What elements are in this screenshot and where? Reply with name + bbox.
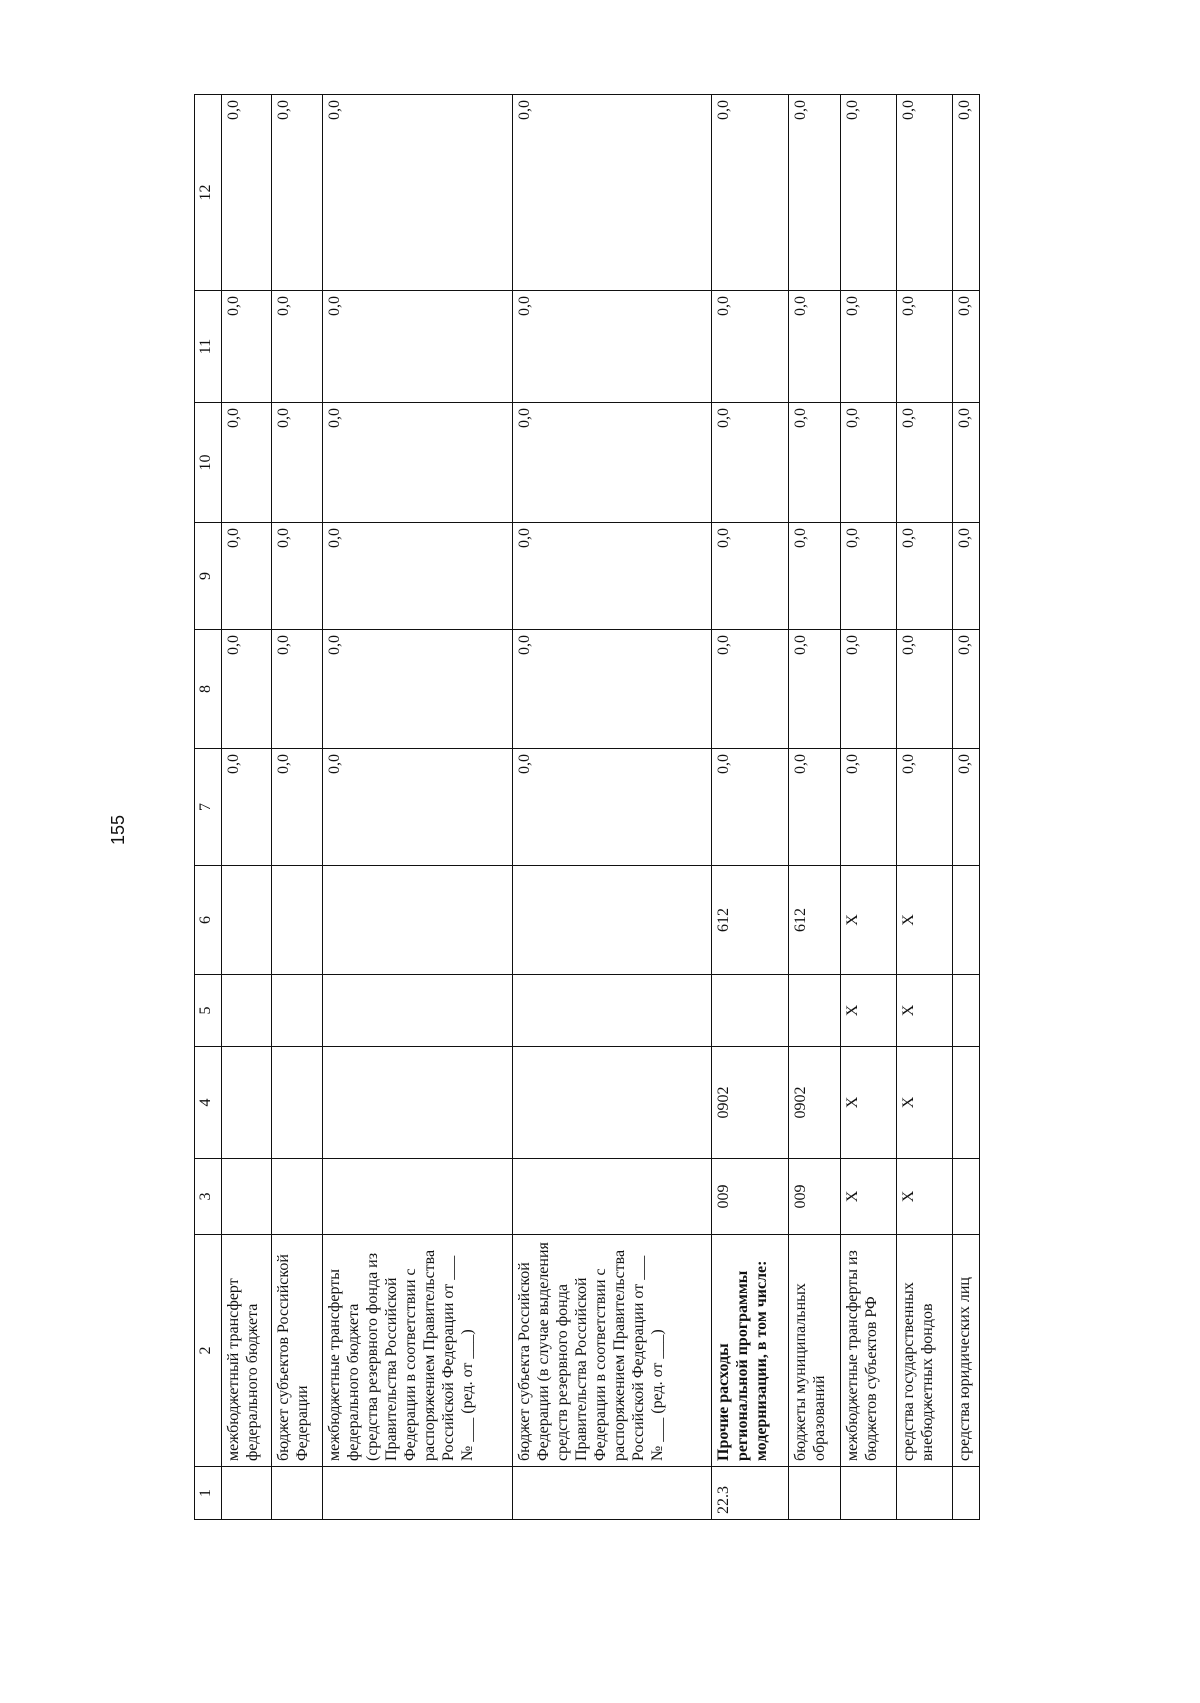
description-cell: средства государственных внебюджетных фондов [896, 1235, 952, 1467]
value-cell: 0,0 [712, 95, 789, 291]
value-cell: 0,0 [896, 749, 952, 866]
code-cell: 009 [712, 1159, 789, 1235]
description-cell: межбюджетные трансферты из бюджетов субъектов РФ [840, 1235, 896, 1467]
code-cell [512, 1047, 712, 1159]
row-number-cell [512, 1467, 712, 1520]
header-cell: 2 [195, 1235, 222, 1467]
value-cell: 0,0 [271, 749, 323, 866]
value-cell: 0,0 [896, 403, 952, 523]
code-cell [323, 1047, 513, 1159]
header-cell: 8 [195, 630, 222, 749]
value-cell: 0,0 [222, 523, 271, 630]
row-number-cell [840, 1467, 896, 1520]
code-cell [712, 975, 789, 1047]
value-cell: 0,0 [512, 403, 712, 523]
description-cell: бюджеты муниципальных образований [789, 1235, 841, 1467]
description-cell: средства юридических лиц [952, 1235, 980, 1467]
code-cell [512, 866, 712, 975]
row-number-cell [222, 1467, 271, 1520]
value-cell: 0,0 [840, 523, 896, 630]
row-number-cell [896, 1467, 952, 1520]
code-cell [323, 1159, 513, 1235]
table-header-row [195, 95, 222, 1520]
value-cell: 0,0 [896, 291, 952, 403]
table-row [222, 95, 271, 1520]
value-cell: 0,0 [222, 749, 271, 866]
code-cell [952, 1047, 980, 1159]
code-cell [271, 1047, 323, 1159]
value-cell: 0,0 [712, 291, 789, 403]
code-cell: 612 [789, 866, 841, 975]
code-cell [222, 1047, 271, 1159]
rotated-table-container [194, 95, 980, 1520]
code-cell [512, 1159, 712, 1235]
code-cell: X [840, 1159, 896, 1235]
value-cell: 0,0 [896, 523, 952, 630]
value-cell: 0,0 [222, 95, 271, 291]
header-cell: 11 [195, 291, 222, 403]
value-cell: 0,0 [896, 630, 952, 749]
value-cell: 0,0 [222, 291, 271, 403]
value-cell: 0,0 [952, 403, 980, 523]
code-cell: X [840, 1047, 896, 1159]
description-cell: межбюджетные трансферты федерального бюджета (средства резервного фонда из Правительства Российской Федерации в соответствии с распоряжением Правительства Российской Федерации от ___ № ___ (ред. от ___) [323, 1235, 513, 1467]
table-row [840, 95, 896, 1520]
value-cell: 0,0 [789, 523, 841, 630]
header-cell: 6 [195, 866, 222, 975]
code-cell: 0902 [789, 1047, 841, 1159]
description-cell: Прочие расходы региональной программы модернизации, в том числе: [712, 1235, 789, 1467]
value-cell: 0,0 [840, 749, 896, 866]
value-cell: 0,0 [840, 630, 896, 749]
value-cell: 0,0 [952, 291, 980, 403]
code-cell [789, 975, 841, 1047]
value-cell: 0,0 [271, 403, 323, 523]
table-row [896, 95, 952, 1520]
value-cell: 0,0 [271, 291, 323, 403]
code-cell [271, 1159, 323, 1235]
code-cell: 612 [712, 866, 789, 975]
value-cell: 0,0 [952, 95, 980, 291]
value-cell: 0,0 [271, 95, 323, 291]
value-cell: 0,0 [222, 403, 271, 523]
value-cell: 0,0 [952, 523, 980, 630]
row-number-cell [323, 1467, 513, 1520]
code-cell [952, 1159, 980, 1235]
code-cell [222, 975, 271, 1047]
value-cell: 0,0 [512, 95, 712, 291]
header-cell: 5 [195, 975, 222, 1047]
code-cell: X [896, 1159, 952, 1235]
table-row [271, 95, 323, 1520]
value-cell: 0,0 [323, 291, 513, 403]
table-row [789, 95, 841, 1520]
value-cell: 0,0 [840, 403, 896, 523]
code-cell: X [896, 975, 952, 1047]
code-cell [222, 1159, 271, 1235]
description-cell: бюджет субъекта Российской Федерации (в случае выделения средств резервного фонда Правительства Российской Федерации в соответствии с распоряжением Правительства Российской Федерации от ___ № ___ (ред. от ___) [512, 1235, 712, 1467]
code-cell: X [840, 866, 896, 975]
code-cell [952, 975, 980, 1047]
code-cell: 0902 [712, 1047, 789, 1159]
value-cell: 0,0 [323, 403, 513, 523]
value-cell: 0,0 [840, 95, 896, 291]
code-cell: X [896, 1047, 952, 1159]
header-cell: 12 [195, 95, 222, 291]
header-cell: 3 [195, 1159, 222, 1235]
value-cell: 0,0 [789, 630, 841, 749]
code-cell [271, 866, 323, 975]
row-number-cell [789, 1467, 841, 1520]
budget-table [194, 94, 980, 1520]
header-cell: 7 [195, 749, 222, 866]
table-row [323, 95, 513, 1520]
value-cell: 0,0 [512, 630, 712, 749]
value-cell: 0,0 [323, 630, 513, 749]
row-number-cell: 22.3 [712, 1467, 789, 1520]
code-cell: X [840, 975, 896, 1047]
description-cell: межбюджетный трансферт федерального бюджета [222, 1235, 271, 1467]
value-cell: 0,0 [323, 749, 513, 866]
table-row [952, 95, 980, 1520]
value-cell: 0,0 [323, 95, 513, 291]
value-cell: 0,0 [712, 403, 789, 523]
value-cell: 0,0 [789, 749, 841, 866]
value-cell: 0,0 [952, 749, 980, 866]
value-cell: 0,0 [712, 749, 789, 866]
code-cell [952, 866, 980, 975]
code-cell [323, 866, 513, 975]
description-cell: бюджет субъектов Российской Федерации [271, 1235, 323, 1467]
page-number: 155 [108, 814, 128, 846]
table-row [512, 95, 712, 1520]
value-cell: 0,0 [271, 630, 323, 749]
code-cell: X [896, 866, 952, 975]
value-cell: 0,0 [323, 523, 513, 630]
value-cell: 0,0 [789, 291, 841, 403]
code-cell: 009 [789, 1159, 841, 1235]
header-cell: 4 [195, 1047, 222, 1159]
value-cell: 0,0 [512, 291, 712, 403]
value-cell: 0,0 [789, 95, 841, 291]
row-number-cell [952, 1467, 980, 1520]
row-number-cell [271, 1467, 323, 1520]
value-cell: 0,0 [896, 95, 952, 291]
code-cell [222, 866, 271, 975]
header-cell: 10 [195, 403, 222, 523]
value-cell: 0,0 [789, 403, 841, 523]
table-row [712, 95, 789, 1520]
value-cell: 0,0 [271, 523, 323, 630]
value-cell: 0,0 [222, 630, 271, 749]
header-cell: 9 [195, 523, 222, 630]
code-cell [271, 975, 323, 1047]
value-cell: 0,0 [512, 749, 712, 866]
header-cell: 1 [195, 1467, 222, 1520]
value-cell: 0,0 [712, 630, 789, 749]
code-cell [512, 975, 712, 1047]
value-cell: 0,0 [712, 523, 789, 630]
value-cell: 0,0 [840, 291, 896, 403]
value-cell: 0,0 [952, 630, 980, 749]
value-cell: 0,0 [512, 523, 712, 630]
code-cell [323, 975, 513, 1047]
